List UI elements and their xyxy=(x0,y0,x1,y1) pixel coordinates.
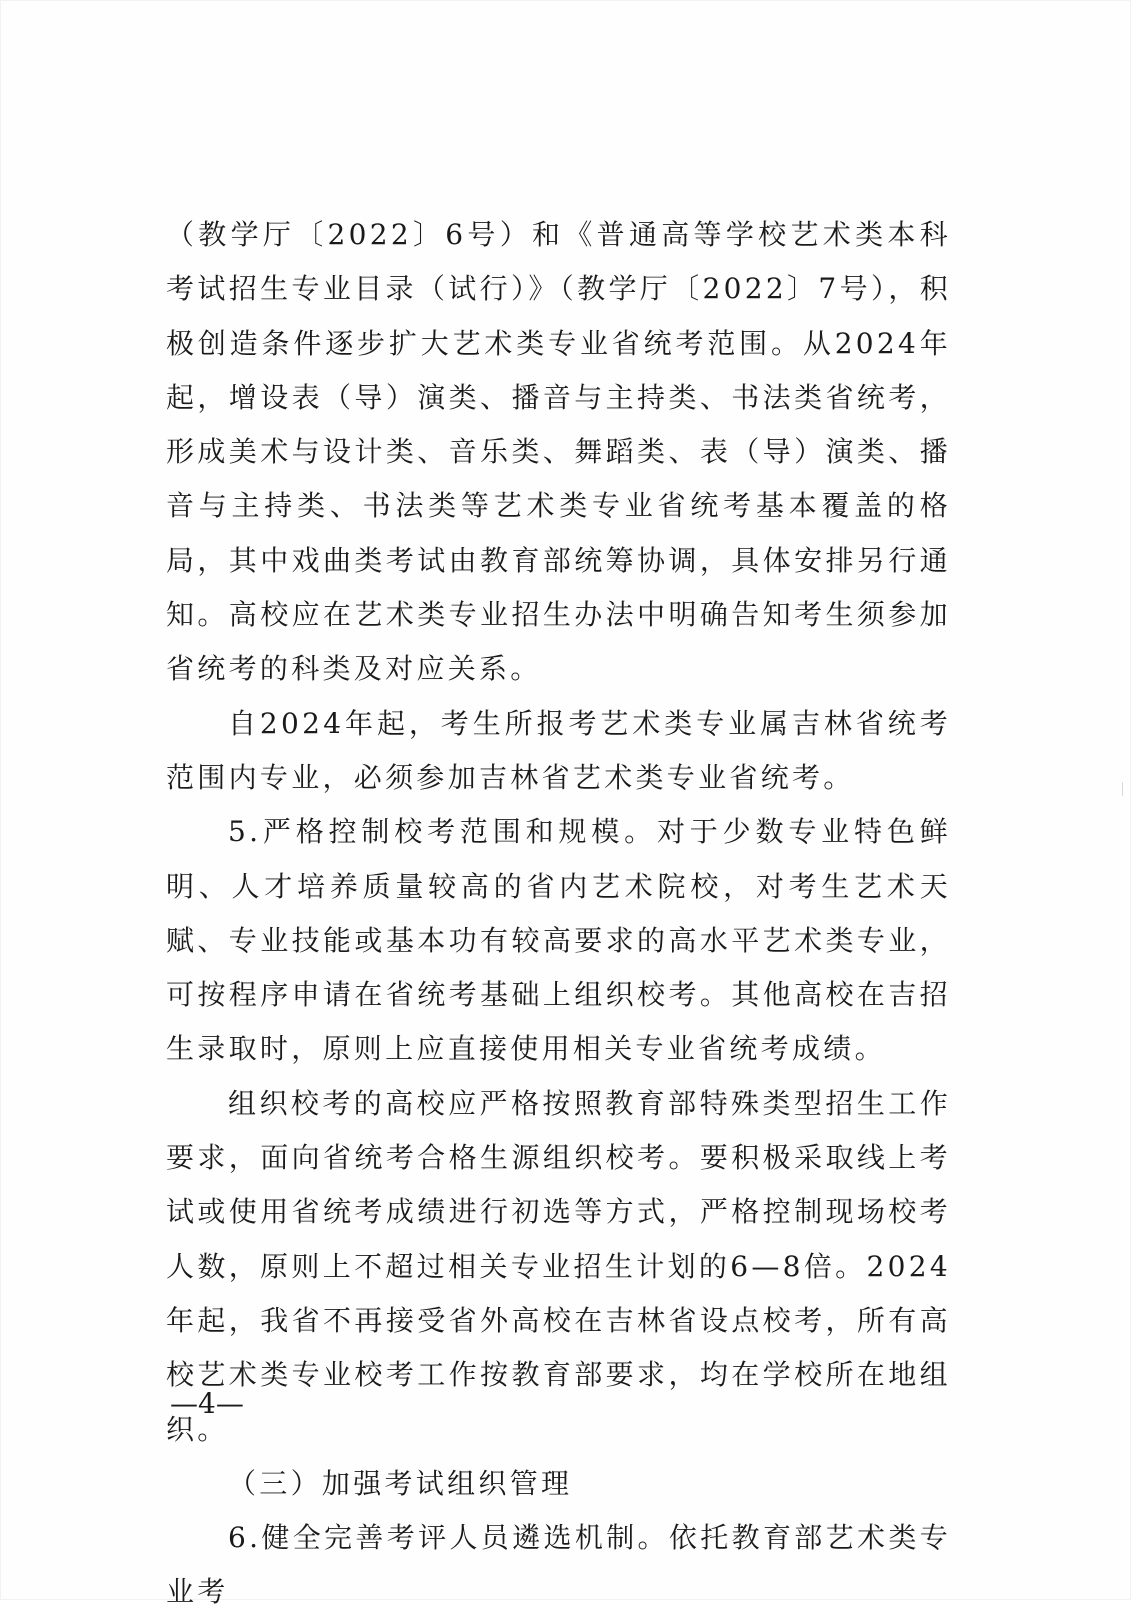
paragraph-3: 5.严格控制校考范围和规模。对于少数专业特色鲜明、人才培养质量较高的省内艺术院校，对考生艺术天赋、专业技能或基本功有较高要求的高水平艺术类专业，可按程序申请在省统考基础上组织校考。其他高校在吉招生录取时，原则上应直接使用相关专业省统考成绩。 xyxy=(166,815,951,1066)
section-heading: （三）加强考试组织管理 xyxy=(228,1466,573,1500)
paragraph-1: （教学厅〔2022〕6号）和《普通高等学校艺术类本科考试招生专业目录（试行）》（教学厅〔2022〕7号），积极创造条件逐步扩大艺术类专业省统考范围。从2024年起，增设表（导）演类、播音与主持类、书法类省统考，形成美术与设计类、音乐类、舞蹈类、表（导）演类、播音与主持类、书法类等艺术类专业省统考基本覆盖的格局，其中戏曲类考试由教育部统筹协调，具体安排另行通知。高校应在艺术类专业招生办法中明确告知考生须参加省统考的科类及对应关系。 xyxy=(166,218,951,686)
document-body xyxy=(166,208,951,1620)
scan-edge-mark xyxy=(1118,782,1123,796)
page-number: —4— xyxy=(170,1387,244,1420)
paragraph-4: 组织校考的高校应严格按照教育部特殊类型招生工作要求，面向省统考合格生源组织校考。要积极采取线上考试或使用省统考成绩进行初选等方式，严格控制现场校考人数，原则上不超过相关专业招生计划的6—8倍。2024年起，我省不再接受省外高校在吉林省设点校考，所有高校艺术类专业校考工作按教育部要求，均在学校所在地组织。 xyxy=(166,1086,951,1446)
paragraph-5: 6.健全完善考评人员遴选机制。依托教育部艺术类专业考 xyxy=(166,1521,951,1609)
paragraph-2: 自2024年起，考生所报考艺术类专业属吉林省统考范围内专业，必须参加吉林省艺术类专业省统考。 xyxy=(166,706,951,794)
